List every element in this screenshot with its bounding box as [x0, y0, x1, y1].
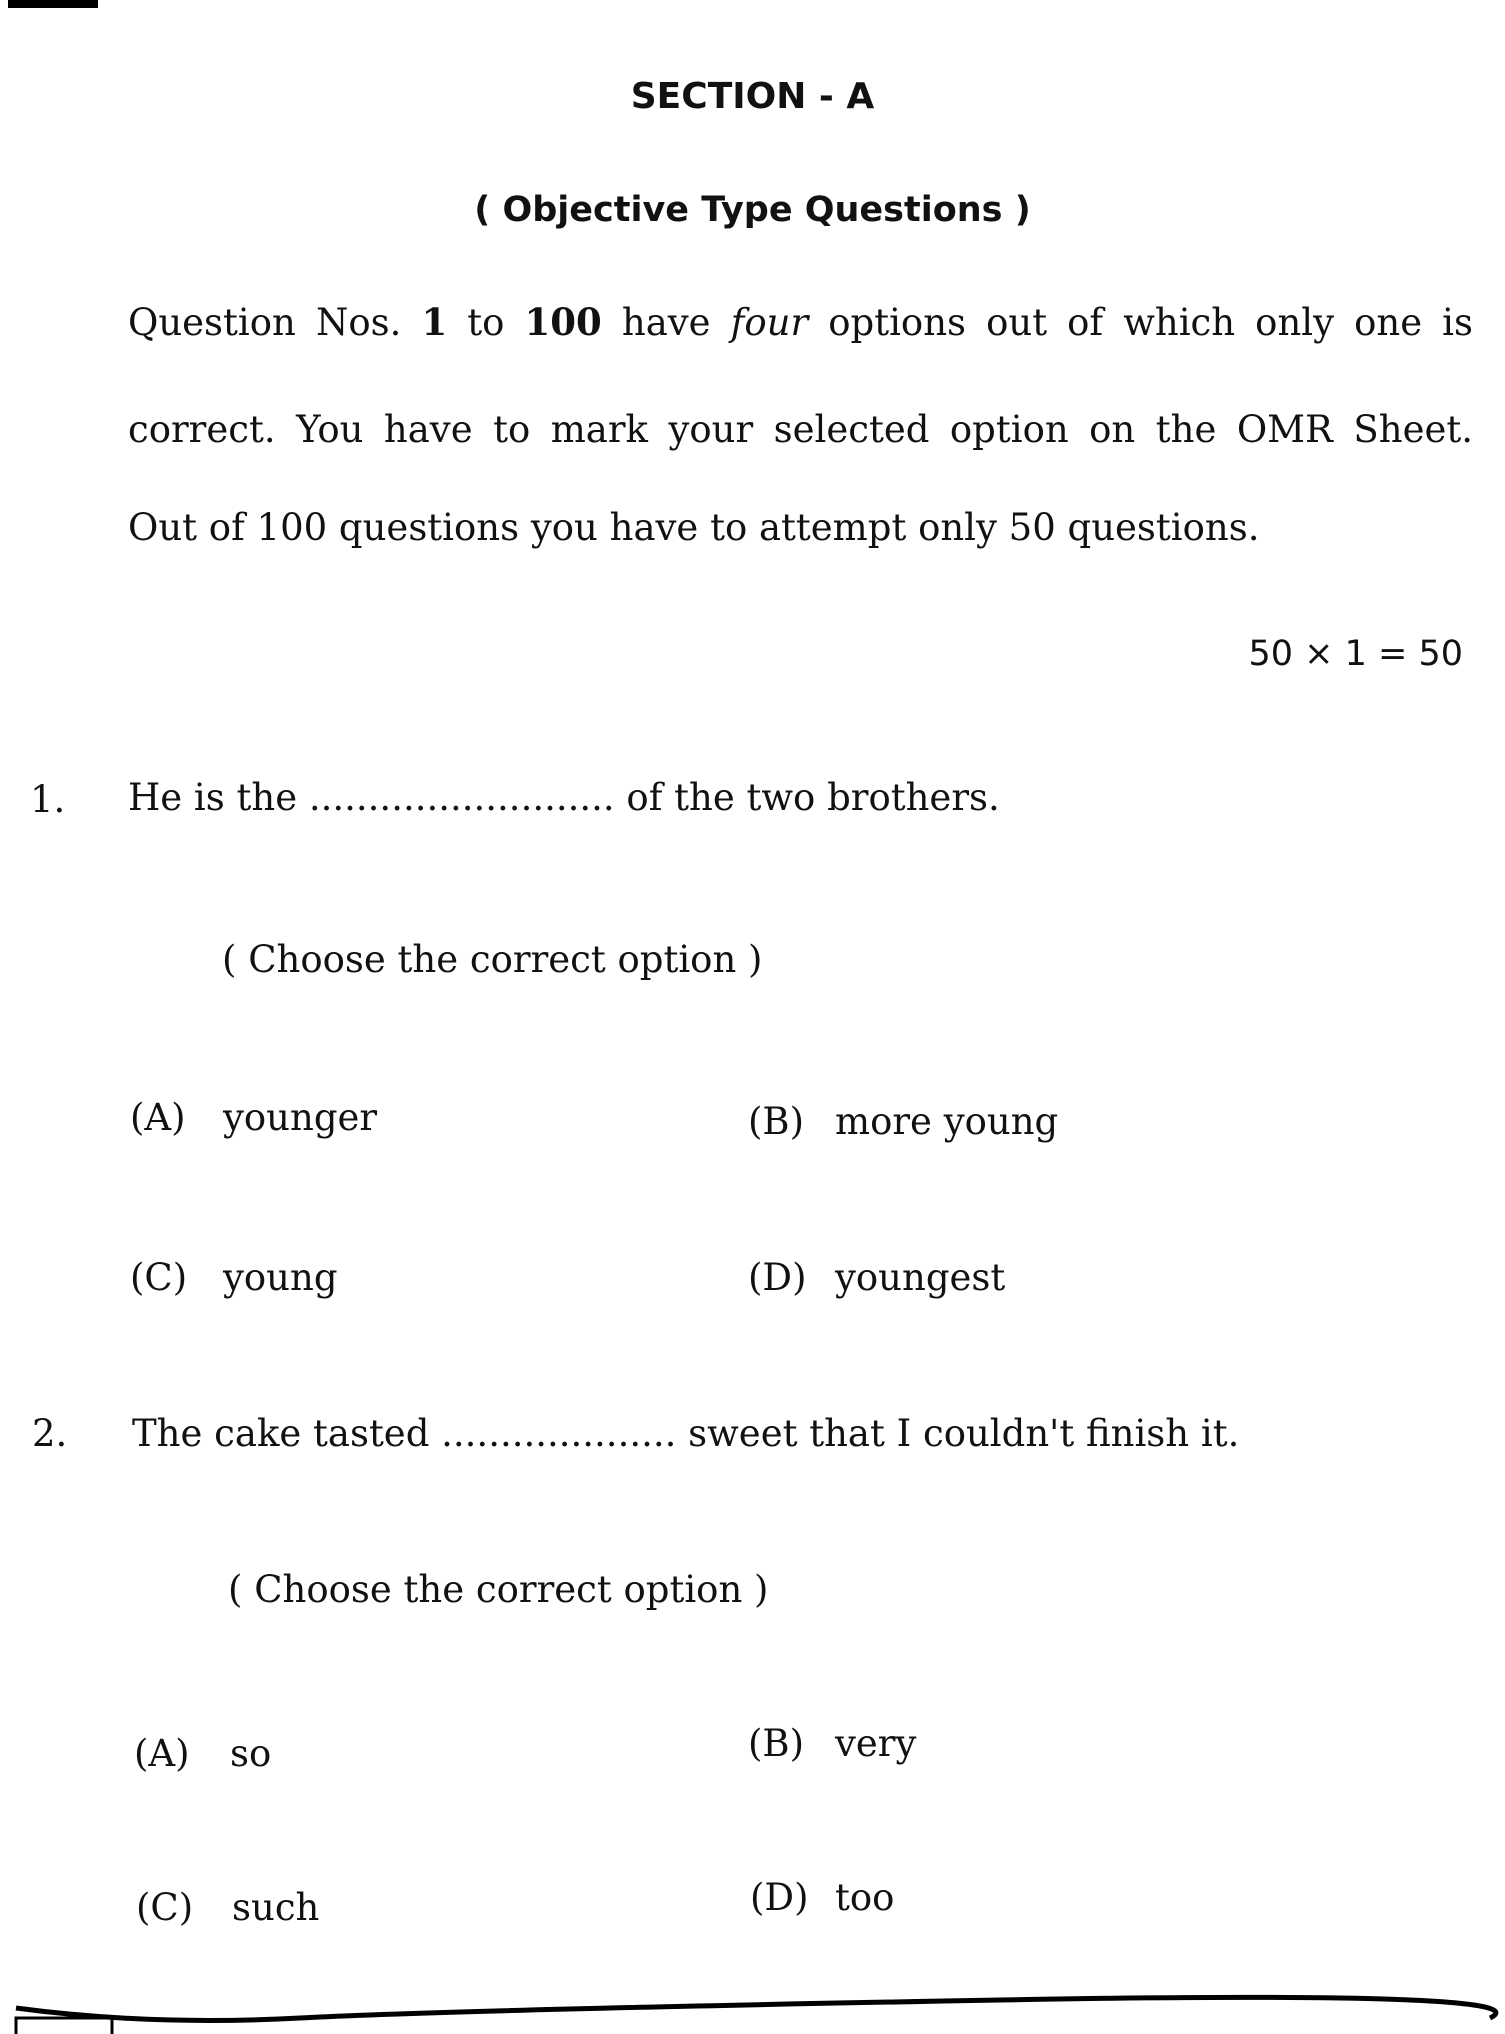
section-title: SECTION - A	[630, 76, 875, 117]
text: four	[730, 301, 809, 344]
option-text: very	[835, 1722, 917, 1765]
option-text: such	[232, 1886, 320, 1929]
instructions-line-1	[128, 300, 1473, 344]
subtitle: ( Objective Type Questions )	[474, 190, 1031, 230]
marks: 50 × 1 = 50	[1248, 634, 1463, 674]
text: Question Nos.	[128, 301, 402, 344]
question-text: The cake tasted .................... sweet that I couldn't finish it.	[132, 1412, 1240, 1455]
text: options out of which only one is	[828, 301, 1474, 344]
option-text: young	[223, 1256, 338, 1299]
option-text: younger	[223, 1096, 378, 1139]
option-label: (A)	[134, 1732, 190, 1775]
corner-mark	[8, 0, 98, 8]
question-text: He is the .......................... of the two brothers.	[128, 776, 1000, 819]
text: 100	[524, 300, 602, 344]
option-text: so	[230, 1732, 272, 1775]
question-hint: ( Choose the correct option )	[228, 1568, 769, 1611]
text: 1	[421, 300, 448, 344]
question-hint: ( Choose the correct option )	[222, 938, 763, 981]
option-label: (A)	[130, 1096, 186, 1139]
option-text: too	[835, 1876, 895, 1919]
option-label: (B)	[748, 1100, 805, 1143]
option-label: (D)	[750, 1876, 809, 1919]
option-label: (C)	[136, 1886, 194, 1929]
text: have	[621, 301, 711, 344]
option-label: (D)	[748, 1256, 807, 1299]
option-text: more young	[835, 1100, 1059, 1143]
text: to	[467, 301, 505, 344]
question-number: 1.	[30, 778, 66, 821]
instructions-line-3: Out of 100 questions you have to attempt only 50 questions.	[128, 506, 1260, 549]
footer-rule	[0, 1990, 1505, 2034]
option-text: youngest	[835, 1256, 1006, 1299]
instructions-line-2: correct. You have to mark your selected option on the OMR Sheet.	[128, 408, 1473, 451]
question-number: 2.	[32, 1412, 68, 1455]
option-label: (C)	[130, 1256, 188, 1299]
option-label: (B)	[748, 1722, 805, 1765]
